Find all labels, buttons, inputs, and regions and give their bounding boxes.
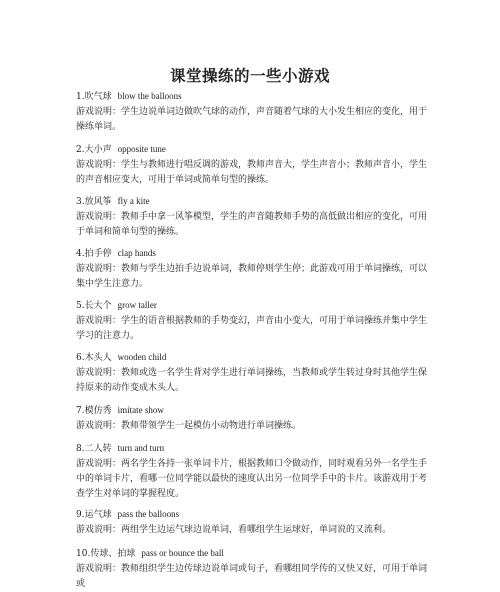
game-name: 长大个 xyxy=(84,301,112,311)
game-item xyxy=(76,142,430,188)
game-name: 木头人 xyxy=(84,353,112,363)
game-item xyxy=(76,246,430,292)
game-name: 二人转 xyxy=(84,444,112,454)
game-name: 拍手停 xyxy=(84,249,112,259)
game-description: 游戏说明：教师带领学生一起模仿小动物进行单词操练。 xyxy=(76,421,302,431)
game-number: 7. xyxy=(76,406,85,416)
game-description: 游戏说明：学生的语音根据教师的手势变幻，声音由小变大，可用于单词操练并集中学生学习的注意力。 xyxy=(76,316,428,341)
game-english-name: wooden child xyxy=(117,352,167,362)
game-item xyxy=(76,403,430,434)
game-number: 6. xyxy=(76,353,85,363)
game-english-name: pass the balloons xyxy=(117,509,180,519)
game-item xyxy=(76,298,430,344)
game-item xyxy=(76,441,430,502)
game-description: 游戏说明：两名学生各持一张单词卡片，根据教师口令做动作，同时观看另外一名学生手中的单词卡片，看哪一位同学能以最快的速度认出另一位同学手中的卡片。该游戏用于考查学生对单词的掌握程度。 xyxy=(76,459,428,499)
game-item xyxy=(76,350,430,396)
game-item xyxy=(76,507,430,538)
game-number: 1. xyxy=(76,92,85,102)
game-heading xyxy=(76,89,430,105)
game-heading xyxy=(76,298,430,314)
game-heading xyxy=(76,507,430,523)
game-name: 模仿秀 xyxy=(84,406,112,416)
game-description: 游戏说明：教师手中拿一风筝模型，学生的声音随教师手势的高低做出相应的变化，可用于单词和简单句型的操练。 xyxy=(76,212,428,237)
game-description: 游戏说明：教师与学生边拍手边说单词，教师停则学生停；此游戏可用于单词操练，可以集中学生注意力。 xyxy=(76,264,428,289)
game-heading xyxy=(76,246,430,262)
game-heading xyxy=(76,546,430,562)
game-english-name: imitate show xyxy=(117,405,164,415)
game-description: 游戏说明：学生边说单词边做吹气球的动作，声音随着气球的大小发生相应的变化，用于操练单词。 xyxy=(76,107,428,132)
game-number: 8. xyxy=(76,444,85,454)
game-heading xyxy=(76,142,430,158)
game-number: 10. xyxy=(76,549,91,559)
game-heading xyxy=(76,403,430,419)
game-description: 游戏说明：教师或选一名学生背对学生进行单词操练，当教师或学生转过身时其他学生保持原来的动作变成木头人。 xyxy=(76,368,428,393)
game-item xyxy=(76,194,430,240)
game-name: 放风筝 xyxy=(84,197,112,207)
game-name: 运气球 xyxy=(84,510,112,520)
game-english-name: fly a kite xyxy=(117,196,150,206)
game-english-name: blow the balloons xyxy=(117,91,182,101)
game-heading xyxy=(76,194,430,210)
game-english-name: turn and turn xyxy=(117,443,165,453)
game-english-name: grow taller xyxy=(117,300,157,310)
game-number: 5. xyxy=(76,301,85,311)
game-number: 3. xyxy=(76,197,85,207)
game-description: 游戏说明：学生与教师进行唱反调的游戏，教师声音大，学生声音小；教师声音小，学生的声音相应变大，可用于单词或简单句型的操练。 xyxy=(76,160,428,185)
game-item xyxy=(76,546,430,592)
game-english-name: clap hands xyxy=(117,248,156,258)
game-heading xyxy=(76,441,430,457)
game-english-name: pass or bounce the ball xyxy=(141,548,224,558)
game-description: 游戏说明：两组学生边运气球边说单词，看哪组学生运球好，单词说的又流利。 xyxy=(76,525,392,535)
game-name: 吹气球 xyxy=(84,92,112,102)
game-name: 大小声 xyxy=(84,145,112,155)
game-item xyxy=(76,89,430,135)
game-heading xyxy=(76,350,430,366)
game-number: 2. xyxy=(76,145,85,155)
game-number: 4. xyxy=(76,249,85,259)
page-title: 课堂操练的一些小游戏 xyxy=(169,66,330,85)
game-english-name: opposite tune xyxy=(117,144,166,154)
game-name: 传球、拍球 xyxy=(90,549,136,559)
game-description: 游戏说明：教师组织学生边传球边说单词或句子，看哪组同学传的又快又好，可用于单词或 xyxy=(76,564,428,589)
game-number: 9. xyxy=(76,510,85,520)
